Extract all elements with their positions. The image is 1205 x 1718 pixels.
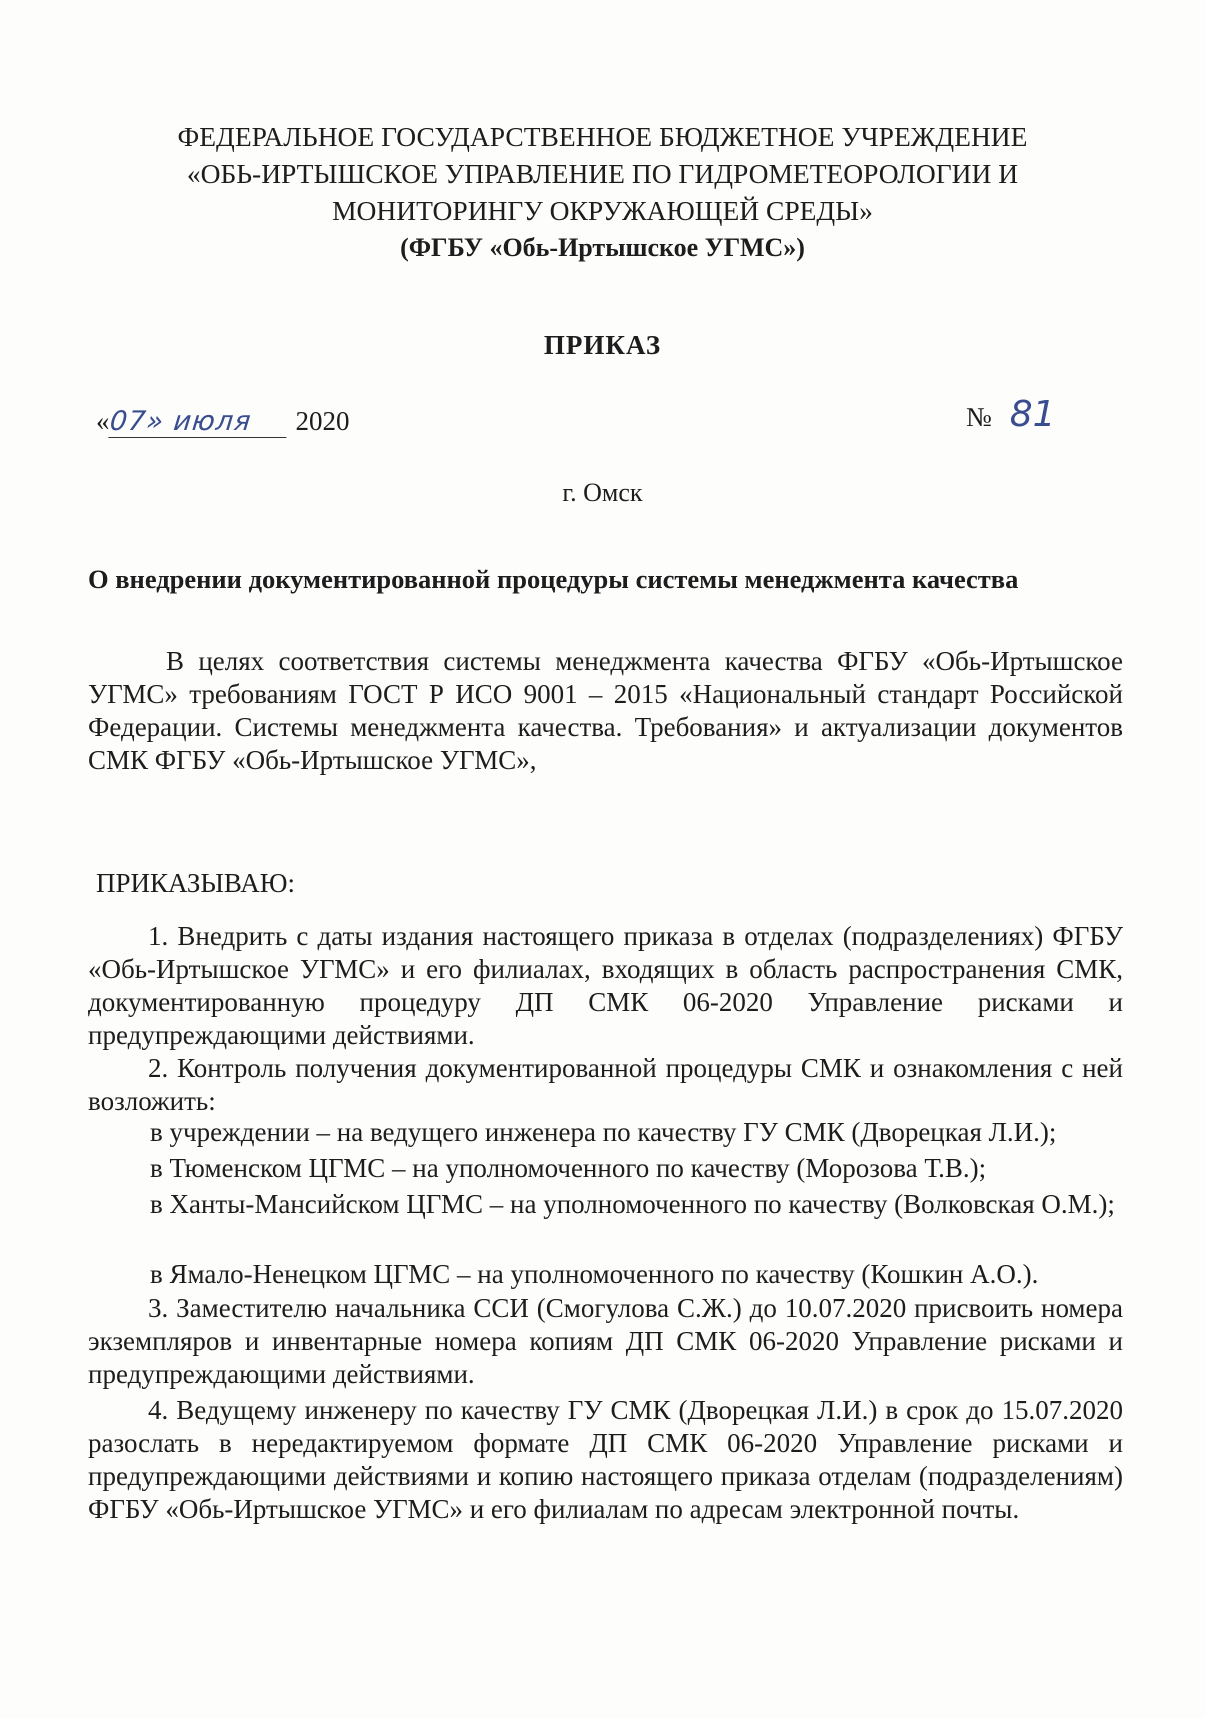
item-3: 3. Заместителю начальника ССИ (Смогулова С.Ж.) до 10.07.2020 присвоить номера экземпляров и инвентарные номера копиям ДП СМК 06-2020 Управление рисками и предупреждающими действиями. xyxy=(88,1293,1123,1389)
header-line-3: МОНИТОРИНГУ ОКРУЖАЮЩЕЙ СРЕДЫ» xyxy=(332,195,873,226)
order-city: г. Омск xyxy=(562,478,643,507)
organization-abbreviation: (ФГБУ «Обь-Иртышское УГМС») xyxy=(400,233,805,262)
order-subject: О внедрении документированной процедуры системы менеджмента качества xyxy=(88,564,1019,594)
handwritten-number: 81 xyxy=(1009,394,1056,435)
date-year: 2020 xyxy=(295,406,350,436)
order-title: ПРИКАЗ xyxy=(543,330,662,360)
item-2-subitem-1: в учреждении – на ведущего инженера по качеству ГУ СМК (Дворецкая Л.И.); xyxy=(150,1117,1057,1147)
handwritten-date: 07» июля xyxy=(108,406,289,438)
number-label: № xyxy=(966,402,992,432)
item-4: 4. Ведущему инженеру по качеству ГУ СМК (Дворецкая Л.И.) в срок до 15.07.2020 разослать в нередактируемом формате ДП СМК 06-2020 Управление рисками и предупреждающими действиями и копию настоящего приказа отделам (подразделениям) ФГБУ «Обь-Иртышское УГМС» и его филиалам по адресам электронной почты. xyxy=(88,1395,1123,1524)
item-2-subitem-3: в Ханты-Мансийском ЦГМС – на уполномоченного по качеству (Волковская О.М.); xyxy=(150,1189,1115,1219)
item-2-subitem-4: в Ямало-Ненецком ЦГМС – на уполномоченного по качеству (Кошкин А.О.). xyxy=(150,1259,1039,1289)
order-number xyxy=(966,394,1056,435)
item-1: 1. Внедрить с даты издания настоящего приказа в отделах (подразделениях) ФГБУ «Обь-Иртышское УГМС» и его филиалах, входящих в область распространения СМК, документированную процедуру ДП СМК 06-2020 Управление рисками и предупреждающими действиями. xyxy=(88,921,1123,1050)
header-line-2: «ОБЬ-ИРТЫШСКОЕ УПРАВЛЕНИЕ ПО ГИДРОМЕТЕОРОЛОГИИ И xyxy=(186,158,1019,189)
item-2: 2. Контроль получения документированной процедуры СМК и ознакомления с ней возложить: xyxy=(88,1053,1123,1116)
item-2-subitem-2: в Тюменском ЦГМС – на уполномоченного по качеству (Морозова Т.В.); xyxy=(150,1153,987,1183)
date-open-quote: « xyxy=(96,406,110,436)
intro-paragraph: В целях соответствия системы менеджмента качества ФГБУ «Обь-Иртышское УГМС» требованиям ГОСТ Р ИСО 9001 – 2015 «Национальный стандарт Российской Федерации. Системы менеджмента качества. Требования» и актуализации документов СМК ФГБУ «Обь-Иртышское УГМС», xyxy=(88,646,1123,775)
organization-header xyxy=(0,118,1205,266)
decree-heading: ПРИКАЗЫВАЮ: xyxy=(96,868,295,898)
header-line-1: ФЕДЕРАЛЬНОЕ ГОСУДАРСТВЕННОЕ БЮДЖЕТНОЕ УЧРЕЖДЕНИЕ xyxy=(177,121,1028,152)
order-date xyxy=(96,406,350,438)
